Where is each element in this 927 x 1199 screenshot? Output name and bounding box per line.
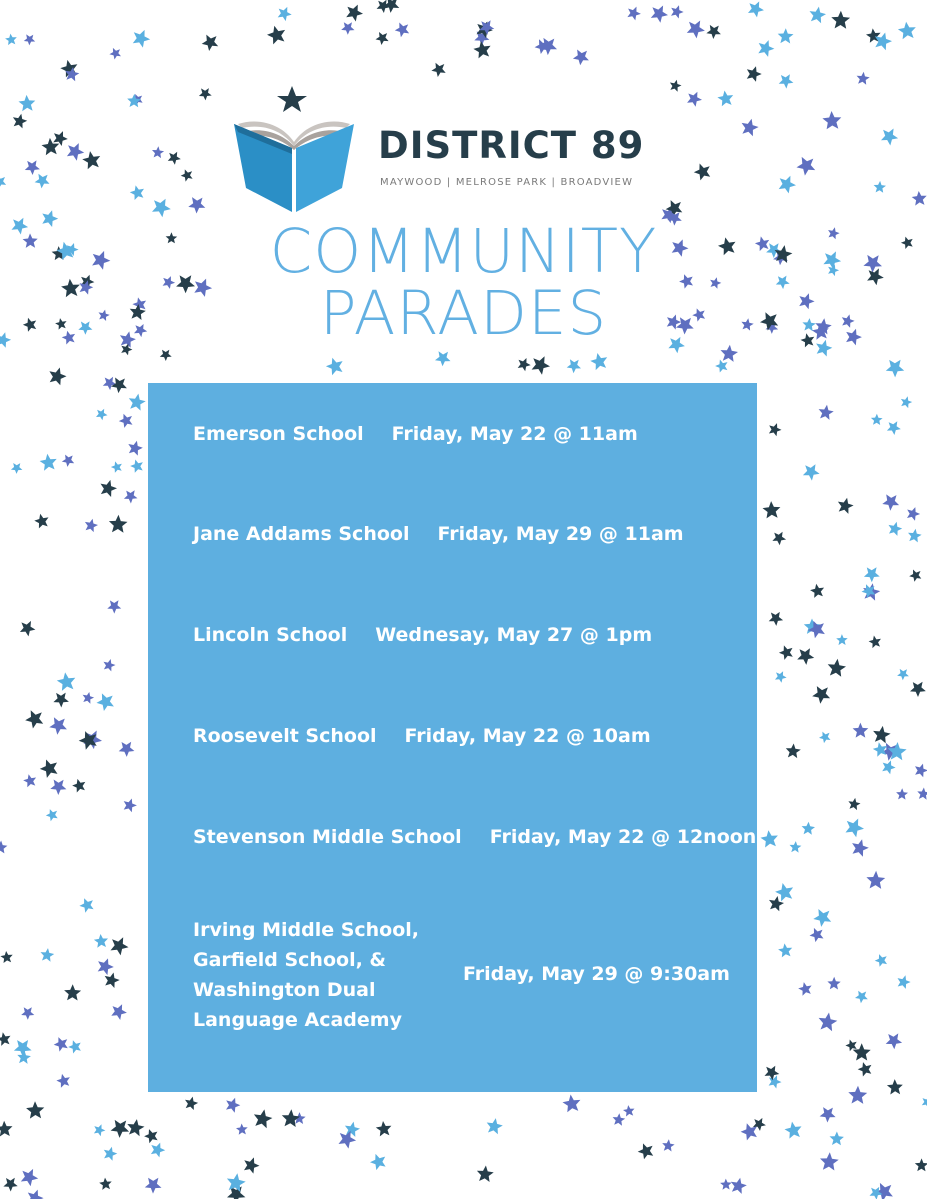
group-parade-time: Friday, May 29 @ 9:30am: [463, 963, 730, 985]
star-icon: [761, 830, 778, 847]
star-icon: [779, 176, 796, 194]
star-icon: [85, 519, 98, 532]
star-icon: [94, 934, 108, 948]
star-icon: [185, 1097, 198, 1110]
star-icon: [846, 819, 865, 838]
star-icon: [882, 760, 895, 774]
star-icon: [797, 157, 816, 176]
star-icon: [651, 6, 668, 23]
star-icon: [28, 1190, 44, 1199]
star-icon: [518, 358, 531, 371]
star-icon: [254, 1109, 273, 1128]
parade-time: Friday, May 22 @ 12noon: [489, 826, 757, 848]
star-icon: [370, 1154, 386, 1170]
star-icon: [244, 1157, 260, 1173]
star-icon: [227, 1173, 246, 1192]
star-icon: [82, 151, 100, 169]
star-icon: [638, 1143, 654, 1159]
star-icon: [130, 460, 143, 473]
star-icon: [26, 1101, 44, 1118]
parade-schedule-panel: [148, 383, 757, 1092]
star-icon: [68, 1040, 81, 1053]
star-icon: [477, 1166, 494, 1183]
star-icon: [431, 63, 445, 77]
star-icon: [109, 515, 128, 533]
star-icon: [907, 507, 920, 521]
star-icon: [23, 774, 36, 787]
star-icon: [21, 1169, 38, 1186]
star-icon: [886, 1033, 902, 1049]
star-icon: [130, 185, 144, 200]
star-icon: [119, 742, 135, 757]
star-icon: [40, 454, 57, 471]
star-icon: [49, 368, 66, 386]
star-icon: [858, 1062, 872, 1076]
star-icon: [908, 529, 922, 543]
star-icon: [376, 32, 389, 45]
star-icon: [124, 799, 137, 813]
star-icon: [897, 669, 909, 680]
star-icon: [866, 871, 885, 889]
star-icon: [20, 621, 36, 637]
star-icon: [3, 1178, 17, 1192]
star-icon: [717, 91, 733, 107]
star-icon: [0, 176, 6, 189]
parade-time: Friday, May 22 @ 11am: [391, 423, 638, 445]
star-icon: [97, 693, 114, 711]
star-icon: [13, 114, 27, 129]
star-icon: [694, 164, 710, 181]
star-icon: [706, 25, 721, 39]
star-icon: [886, 360, 904, 378]
star-icon: [838, 498, 854, 514]
star-icon: [613, 1113, 626, 1125]
star-icon: [50, 780, 66, 796]
star-icon: [121, 344, 132, 356]
school-name: Washington Dual: [193, 979, 376, 1001]
star-icon: [109, 48, 121, 60]
star-icon: [0, 1121, 13, 1137]
star-icon: [786, 744, 801, 759]
star-icon: [765, 1066, 780, 1081]
star-icon: [827, 977, 840, 990]
star-icon: [11, 463, 23, 474]
star-icon: [128, 441, 143, 456]
parade-row: [193, 725, 651, 747]
star-icon: [105, 973, 120, 989]
star-icon: [810, 928, 824, 942]
star-icon: [812, 686, 830, 704]
star-icon: [772, 532, 786, 546]
star-icon: [99, 1178, 112, 1190]
star-icon: [83, 692, 95, 704]
star-icon: [822, 111, 841, 129]
star-icon: [874, 181, 886, 193]
star-icon: [435, 351, 451, 366]
star-icon: [127, 94, 141, 108]
star-icon: [623, 1105, 635, 1116]
star-icon: [721, 345, 739, 362]
star-icon: [873, 726, 891, 743]
star-icon: [17, 1051, 31, 1064]
star-icon: [857, 72, 870, 85]
star-icon: [819, 732, 831, 744]
star-icon: [326, 358, 343, 376]
star-icon: [0, 951, 12, 963]
star-icon: [763, 501, 781, 518]
star-icon: [62, 455, 74, 467]
star-icon: [103, 377, 117, 390]
star-icon: [104, 659, 116, 671]
star-icon: [819, 1013, 838, 1032]
star-icon: [346, 5, 363, 22]
star-icon: [662, 1139, 674, 1151]
open-book-star-icon: [232, 84, 356, 212]
star-icon: [145, 1178, 162, 1194]
star-icon: [778, 28, 794, 43]
star-icon: [563, 1095, 581, 1113]
star-icon: [111, 1004, 127, 1020]
star-icon: [64, 984, 81, 1000]
parade-time: Wednesay, May 27 @ 1pm: [375, 624, 653, 646]
star-icon: [831, 11, 850, 29]
star-icon: [881, 129, 898, 146]
star-icon: [828, 659, 846, 677]
star-icon: [181, 169, 193, 181]
star-icon: [852, 839, 869, 856]
star-icon: [567, 359, 581, 373]
star-icon: [133, 30, 150, 48]
star-icon: [671, 5, 684, 18]
parade-row: [193, 624, 652, 646]
star-icon: [151, 1143, 165, 1158]
parade-row: [193, 826, 756, 848]
star-icon: [532, 356, 550, 375]
star-icon: [869, 636, 881, 649]
parade-row: [193, 423, 638, 445]
star-icon: [41, 948, 55, 962]
star-icon: [40, 760, 58, 778]
star-icon: [819, 405, 834, 420]
district-tagline: MAYWOOD | MELROSE PARK | BROADVIEW: [380, 177, 634, 188]
star-icon: [687, 92, 702, 107]
star-icon: [94, 1124, 106, 1136]
star-icon: [917, 788, 927, 800]
star-icon: [53, 693, 69, 708]
school-name: Language Academy: [193, 1009, 402, 1031]
star-icon: [160, 350, 172, 361]
school-name: Garfield School, &: [193, 949, 386, 971]
star-icon: [57, 672, 76, 691]
star-icon: [539, 38, 557, 55]
star-icon: [124, 490, 138, 503]
star-icon: [226, 1098, 240, 1113]
star-icon: [889, 522, 903, 536]
school-name: Stevenson Middle School: [193, 826, 462, 848]
star-icon: [72, 779, 85, 793]
star-icon: [35, 174, 50, 189]
star-icon: [56, 1074, 70, 1088]
group-parade-schools: [193, 915, 419, 1035]
star-icon: [0, 1032, 11, 1046]
star-icon: [875, 954, 887, 967]
star-icon: [810, 7, 827, 24]
star-icon: [922, 1097, 927, 1108]
star-icon: [236, 1124, 248, 1135]
star-icon: [590, 353, 607, 370]
star-icon: [49, 717, 67, 734]
star-icon: [758, 40, 774, 57]
star-icon: [267, 26, 285, 45]
star-icon: [129, 394, 146, 411]
parade-time: Friday, May 22 @ 10am: [404, 725, 651, 747]
star-icon: [341, 22, 354, 35]
star-icon: [152, 146, 164, 158]
star-icon: [864, 567, 880, 582]
star-icon: [144, 1129, 158, 1143]
district-logo: [232, 84, 652, 214]
star-icon: [845, 1040, 856, 1052]
star-icon: [901, 396, 912, 408]
star-icon: [487, 1118, 503, 1134]
star-icon: [573, 50, 589, 66]
star-icon: [25, 160, 40, 175]
star-icon: [820, 1107, 836, 1122]
star-icon: [887, 421, 901, 435]
star-icon: [111, 378, 127, 394]
star-icon: [98, 958, 114, 975]
star-icon: [915, 764, 927, 778]
star-icon: [107, 600, 121, 613]
star-icon: [910, 682, 926, 697]
school-name: Emerson School: [193, 423, 364, 445]
star-icon: [104, 1147, 118, 1161]
star-icon: [0, 841, 7, 854]
star-icon: [747, 66, 762, 82]
star-icon: [769, 1075, 782, 1088]
star-icon: [25, 710, 43, 728]
star-icon: [24, 34, 35, 45]
star-icon: [785, 1122, 802, 1139]
star-icon: [152, 199, 171, 218]
star-icon: [871, 414, 883, 425]
star-icon: [896, 788, 908, 799]
star-icon: [376, 1121, 392, 1136]
title-line-1: COMMUNITY: [269, 216, 658, 287]
school-name: Lincoln School: [193, 624, 348, 646]
star-icon: [282, 1109, 300, 1127]
star-icon: [848, 1086, 867, 1104]
star-icon: [168, 152, 181, 165]
star-icon: [46, 809, 58, 821]
title-line-2: PARADES: [319, 278, 608, 349]
star-icon: [802, 822, 815, 835]
star-icon: [687, 21, 705, 39]
star-icon: [742, 119, 759, 137]
star-icon: [188, 197, 205, 213]
star-icon: [887, 1079, 903, 1094]
star-icon: [779, 74, 794, 88]
star-icon: [778, 943, 792, 957]
school-name: Jane Addams School: [193, 523, 410, 545]
star-icon: [67, 143, 84, 161]
star-icon: [813, 909, 831, 927]
star-icon: [127, 1119, 144, 1136]
star-icon: [797, 648, 814, 665]
star-icon: [731, 1178, 747, 1194]
star-icon: [720, 1179, 732, 1190]
star-icon: [779, 645, 793, 660]
star-icon: [873, 742, 887, 757]
school-name: Irving Middle School,: [193, 919, 420, 941]
school-name: Roosevelt School: [193, 725, 377, 747]
star-icon: [21, 1007, 34, 1020]
star-icon: [19, 95, 36, 111]
star-icon: [5, 34, 17, 46]
star-icon: [830, 1132, 844, 1146]
star-icon: [111, 461, 122, 472]
star-icon: [848, 798, 860, 810]
district-name: DISTRICT 89: [378, 124, 645, 167]
star-icon: [748, 1, 764, 17]
star-icon: [627, 7, 641, 21]
star-icon: [96, 409, 108, 421]
star-icon: [790, 841, 802, 853]
star-icon: [199, 88, 212, 100]
star-icon: [798, 982, 811, 996]
star-icon: [79, 898, 93, 913]
star-icon: [820, 1152, 839, 1170]
star-icon: [912, 191, 927, 206]
star-icon: [670, 80, 682, 92]
star-icon: [882, 494, 899, 510]
star-icon: [836, 634, 848, 645]
star-icon: [111, 937, 129, 955]
star-icon: [101, 480, 118, 497]
star-icon: [898, 975, 911, 989]
star-icon: [769, 423, 782, 436]
star-icon: [473, 41, 490, 58]
star-icon: [769, 612, 783, 626]
star-icon: [803, 464, 820, 480]
star-icon: [909, 570, 921, 582]
star-icon: [810, 584, 824, 598]
parade-time: Friday, May 29 @ 11am: [437, 523, 684, 545]
star-icon: [119, 414, 133, 428]
star-icon: [54, 1037, 68, 1052]
star-icon: [395, 23, 409, 38]
star-icon: [34, 514, 48, 529]
star-icon: [853, 1043, 871, 1060]
parade-row: [193, 523, 684, 545]
star-icon: [853, 723, 869, 738]
star-icon: [111, 1120, 130, 1138]
star-icon: [775, 671, 787, 683]
star-icon: [855, 991, 868, 1004]
star-icon: [915, 1158, 927, 1171]
star-icon: [898, 22, 916, 40]
star-icon: [278, 7, 292, 21]
star-icon: [715, 360, 727, 373]
star-icon: [202, 35, 219, 51]
